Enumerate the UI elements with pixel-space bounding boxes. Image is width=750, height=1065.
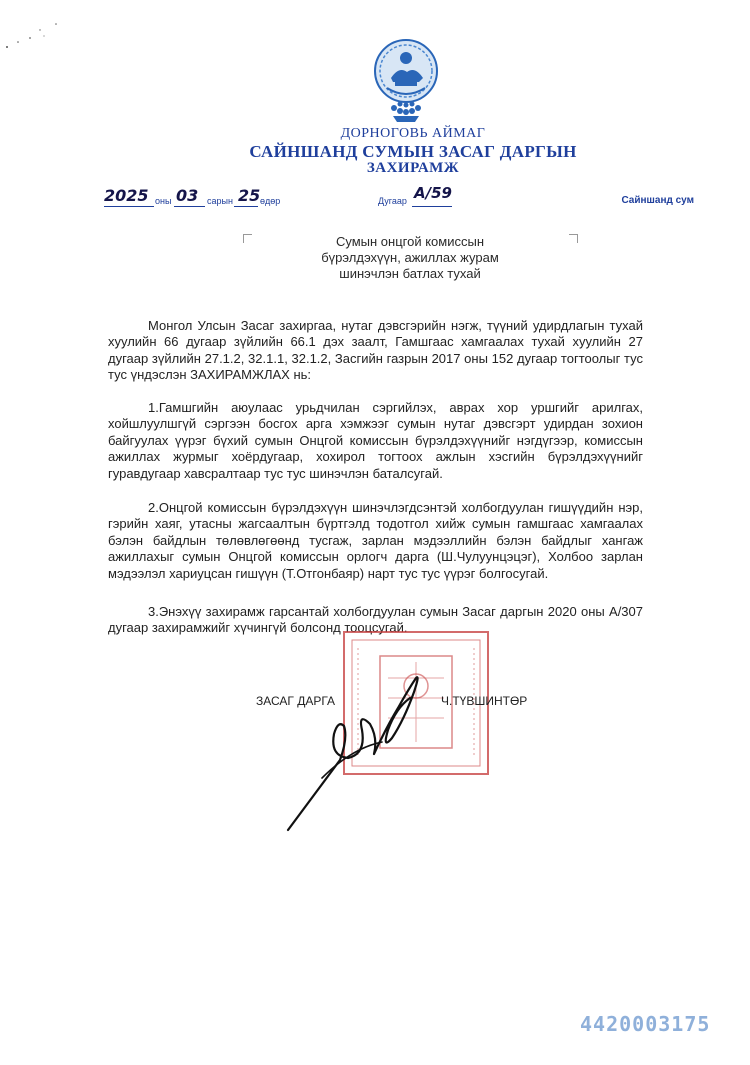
date-day: 25 xyxy=(238,186,261,205)
signatory-title: ЗАСАГ ДАРГА xyxy=(256,694,336,708)
state-emblem-icon xyxy=(373,38,439,124)
subject-line-3: шинэчлэн батлах тухай xyxy=(339,266,481,281)
month-underline xyxy=(174,206,205,207)
aimag-name: ДОРНОГОВЬ АЙМАГ xyxy=(340,126,486,141)
subject-block xyxy=(230,234,590,282)
number-underline xyxy=(412,206,452,207)
document-type: ЗАХИРАМЖ xyxy=(366,160,460,176)
scan-specks xyxy=(0,0,120,80)
month-label: сарын xyxy=(207,196,233,206)
date-month: 03 xyxy=(176,186,199,205)
serial-number: 4420003175 xyxy=(580,1012,711,1036)
date-year: 2025 xyxy=(104,186,149,205)
day-underline xyxy=(234,206,258,207)
handwritten-signature-icon xyxy=(282,668,432,836)
order-item-2: 2.Онцгой комиссын бүрэлдэхүүн шинэчлэгдсэнтэй холбогдуулан гишүүдийн нэр, гэрийн хаяг, утасны жагсаалтын бүртгэлд тодотгол хийж сумын гамшгаас хамгаалах бэлэн байдлын төлөвлөгөөнд тусгаж, зарлан мэдээллийн бэлэн байдлыг хангаж ажиллахыг сумын Онцгой комиссын орлогч дарга (Ш.Чулуунцэцэг), Холбоо зарлан мэдээлэл хариуцсан гишүүн (Т.Отгонбаяр) нарт тус тус үүрэг болгосугай. xyxy=(108,500,643,581)
year-underline xyxy=(104,206,154,207)
date-number-line xyxy=(104,186,694,210)
number-label: Дугаар xyxy=(378,196,407,206)
subject-line-2: бүрэлдэхүүн, ажиллах журам xyxy=(321,250,499,265)
order-item-3: 3.Энэхүү захирамж гарсантай холбогдуулан сумын Засаг даргын 2020 оны А/307 дугаар захирамжийг хүчингүй болсонд тооцсугай. xyxy=(108,604,643,636)
order-item-1: 1.Гамшгийн аюулаас урьдчилан сэргийлэх, аврах хор уршгийг арилгах, хойшлуулшгүй сэргээн босгох арга хэмжээг сумын нутаг дэвсгэрт удирдан зохион байгуулах үүрэг бүхий сумын Онцгой комиссын бүрэлдэхүүнийг нэгдүгээр, комиссын ажиллах журмыг хоёрдугаар, хохирол тогтоох ажлын хэсгийн бүрэлдэхүүнийг гуравдугаар хавсралтаар тус тус шинэчлэн баталсугай. xyxy=(108,400,643,481)
document-number: А/59 xyxy=(414,184,452,202)
year-label: оны xyxy=(155,196,172,206)
signatory-name: Ч.ТҮВШИНТӨР xyxy=(441,694,528,708)
preamble-paragraph: Монгол Улсын Засаг захиргаа, нутаг дэвсгэрийн нэгж, түүний удирдлагын тухай хуулийн 66 дугаар зүйлийн 66.1 дэх заалт, Гамшгаас хамгаалах тухай хуулийн 27 дугаар зүйлийн 27.1.2, 32.1.1, 32.1.2, Засгийн газрын 2017 оны 152 дугаар тогтоолыг тус тус үндэслэн ЗАХИРАМЖЛАХ нь: xyxy=(108,318,643,383)
day-label: өдөр xyxy=(260,196,281,206)
office-name: САЙНШАНД СУМЫН ЗАСАГ ДАРГЫН xyxy=(249,142,577,161)
place-name: Сайншанд сум xyxy=(621,195,694,206)
subject-line-1: Сумын онцгой комиссын xyxy=(335,234,484,249)
